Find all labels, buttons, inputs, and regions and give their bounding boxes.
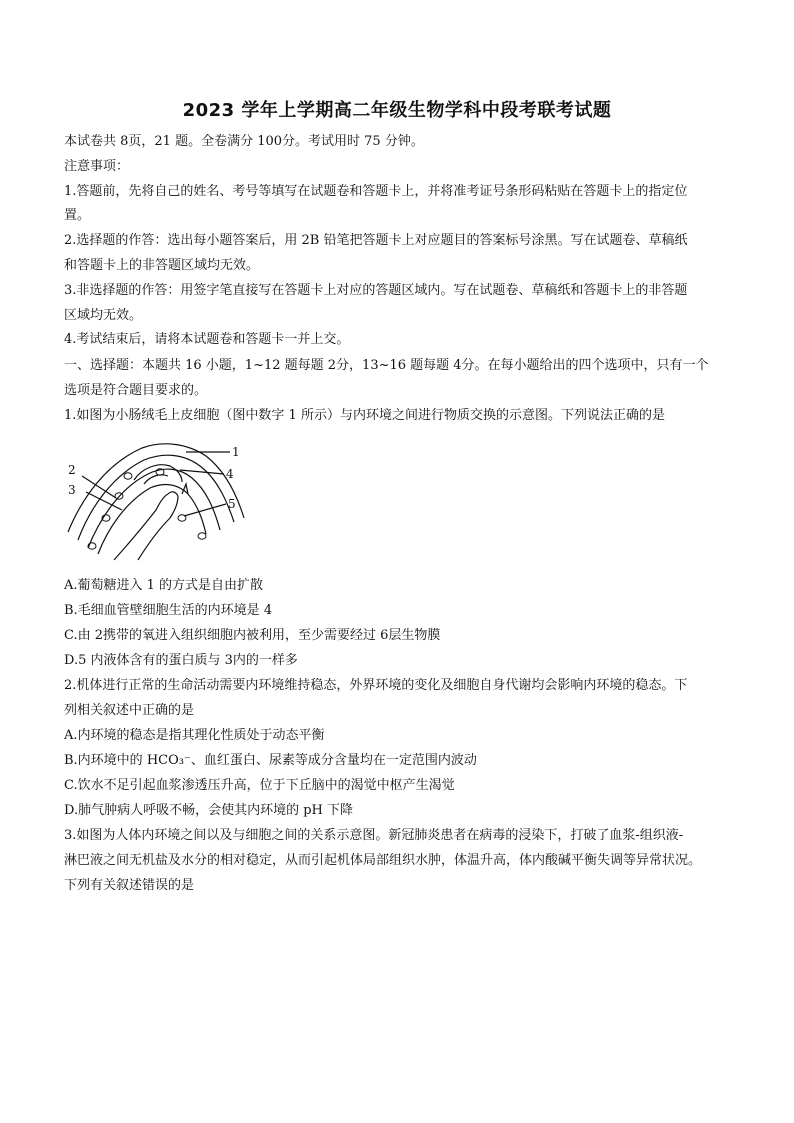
section-heading: 一、选择题：本题共 16 小题，1~12 题每题 2分，13~16 题每题 4分。在每小题给出的四个选项中，只有一个 — [64, 358, 709, 373]
q3-stem-cont: 淋巴液之间无机盐及水分的相对稳定，从而引起机体局部组织水肿，体温升高，体内酸碱平衡失调等异常状况。 — [64, 853, 702, 868]
q1-option-d: D.5 内液体含有的蛋白质与 3内的一样多 — [64, 653, 298, 668]
notice-4: 4.考试结束后，请将本试题卷和答题卡一并上交。 — [64, 332, 350, 347]
q2-option-b: B.内环境中的 HCO₃⁻、血红蛋白、尿素等成分含量均在一定范围内波动 — [64, 753, 477, 768]
q1-option-b: B.毛细血管壁细胞生活的内环境是 4 — [64, 603, 273, 618]
figure-label-3: 3 — [68, 483, 76, 497]
notice-1-cont: 置。 — [64, 208, 91, 223]
notice-2: 2.选择题的作答：选出每小题答案后，用 2B 铅笔把答题卡上对应题目的答案标号涂黑。写在试题卷、草稿纸 — [64, 233, 688, 248]
notice-1: 1.答题前，先将自己的姓名、考号等填写在试题卷和答题卡上，并将准考证号条形码粘贴在答题卡上的指定位 — [64, 184, 688, 199]
q2-option-a: A.内环境的稳态是指其理化性质处于动态平衡 — [64, 728, 325, 743]
figure-label-4: 4 — [226, 467, 234, 481]
q2-option-c: C.饮水不足引起血浆渗透压升高，位于下丘脑中的渴觉中枢产生渴觉 — [64, 778, 455, 793]
notice-3: 3.非选择题的作答：用签字笔直接写在答题卡上对应的答题区域内。写在试题卷、草稿纸和答题卡上的非答题 — [64, 283, 688, 298]
q1-option-c: C.由 2携带的氧进入组织细胞内被利用，至少需要经过 6层生物膜 — [64, 628, 441, 643]
q1-stem: 1.如图为小肠绒毛上皮细胞（图中数字 1 所示）与内环境之间进行物质交换的示意图。下列说法正确的是 — [64, 408, 665, 423]
notice-2-cont: 和答题卡上的非答题区域均无效。 — [64, 258, 260, 273]
q1-figure — [64, 436, 246, 562]
notice-3-cont: 区域均无效。 — [64, 308, 143, 323]
q2-stem-cont: 列相关叙述中正确的是 — [64, 703, 195, 718]
exam-info: 本试卷共 8页，21 题。全卷满分 100分。考试用时 75 分钟。 — [64, 134, 424, 149]
villus-diagram — [64, 436, 246, 562]
section-heading-cont: 选项是符合题目要求的。 — [64, 383, 208, 398]
figure-label-1: 1 — [232, 445, 240, 459]
notice-heading: 注意事项： — [64, 159, 130, 174]
q3-stem-end: 下列有关叙述错误的是 — [64, 878, 195, 893]
q1-option-a: A.葡萄糖进入 1 的方式是自由扩散 — [64, 578, 264, 593]
q3-stem: 3.如图为人体内环境之间以及与细胞之间的关系示意图。新冠肺炎患者在病毒的浸染下，打破了血浆-组织液- — [64, 828, 684, 843]
figure-label-5: 5 — [228, 497, 236, 511]
q2-stem: 2.机体进行正常的生命活动需要内环境维持稳态，外界环境的变化及细胞自身代谢均会影响内环境的稳态。下 — [64, 678, 688, 693]
figure-label-2: 2 — [68, 463, 76, 477]
q2-option-d: D.肺气肿病人呼吸不畅，会使其内环境的 pH 下降 — [64, 803, 354, 818]
exam-title: 2023 学年上学期高二年级生物学科中段考联考试题 — [182, 100, 612, 121]
